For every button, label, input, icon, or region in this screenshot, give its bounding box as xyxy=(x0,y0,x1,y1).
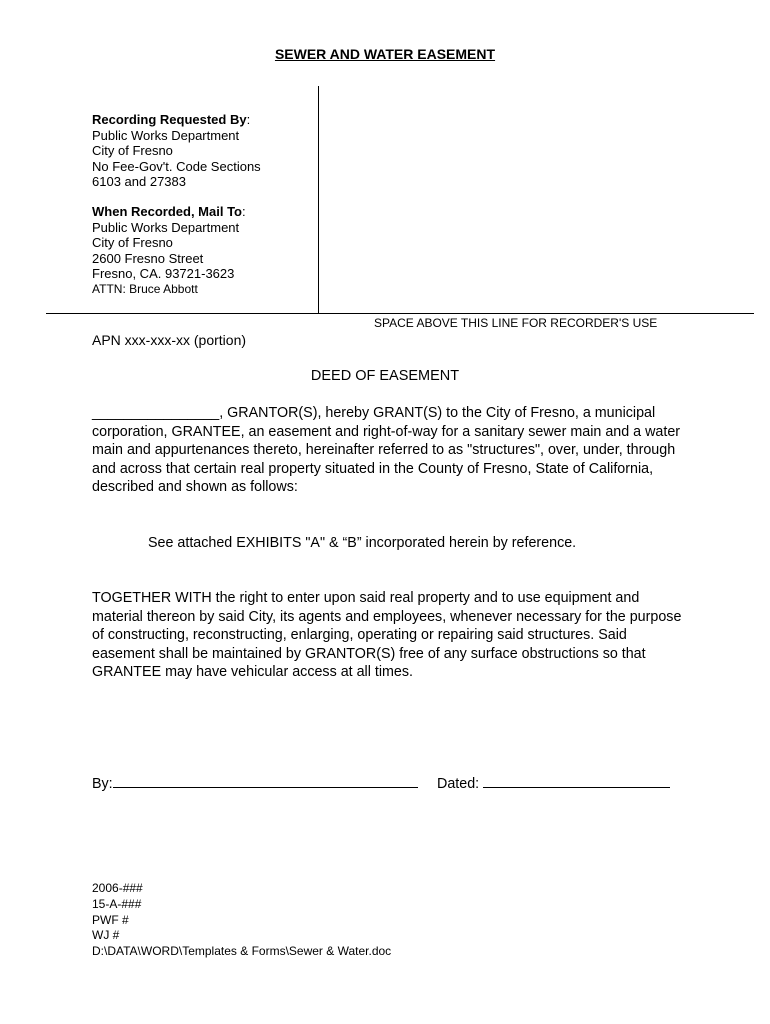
footer-line: PWF # xyxy=(92,912,129,927)
mail-to-label: When Recorded, Mail To xyxy=(92,204,242,219)
recorder-box-vertical-divider xyxy=(318,86,319,314)
recording-requested-line: 6103 and 27383 xyxy=(92,174,186,189)
recording-requested-line: City of Fresno xyxy=(92,143,173,158)
recording-requested-block: Recording Requested By: Public Works Department City of Fresno No Fee-Gov't. Code Sections 6103 and 27383 xyxy=(92,112,261,189)
deed-title: DEED OF EASEMENT xyxy=(310,368,460,384)
mail-to-line: City of Fresno xyxy=(92,235,173,250)
footer-line: WJ # xyxy=(92,928,120,943)
recording-requested-label: Recording Requested By xyxy=(92,112,247,127)
exhibits-reference: See attached EXHIBITS "A" & “B” incorporated herein by reference. xyxy=(148,535,577,551)
recorder-box-horizontal-divider xyxy=(46,313,754,314)
document-title: SEWER AND WATER EASEMENT xyxy=(274,46,496,62)
dated-line xyxy=(483,773,670,788)
recording-requested-line: Public Works Department xyxy=(92,127,240,143)
document-footer xyxy=(92,881,391,960)
recording-requested-line: No Fee-Gov't. Code Sections xyxy=(92,158,261,174)
mail-to-line: 2600 Fresno Street xyxy=(92,250,204,266)
mail-to-attn: ATTN: Bruce Abbott xyxy=(92,281,198,296)
dated-label: Dated: xyxy=(437,776,480,792)
recorder-use-note: SPACE ABOVE THIS LINE FOR RECORDER'S USE xyxy=(374,316,658,330)
grant-paragraph xyxy=(92,404,688,497)
by-label: By: xyxy=(92,776,113,792)
grantor-blank: ________________ xyxy=(92,405,220,421)
apn-number: APN xxx-xxx-xx (portion) xyxy=(92,332,247,348)
grant-paragraph-text: , GRANTOR(S), hereby GRANT(S) to the City of Fresno, a municipal corporation, GRANTEE, an easement and right-of-way for a sanitary sewer main and a water main and appurtenances thereto, hereinafter referred to as "structures", over, under, through and across that certain real property situated in the County of Fresno, State of California, described and shown as follows: xyxy=(92,405,681,496)
signature-dated xyxy=(437,773,670,792)
signature-by xyxy=(92,773,418,792)
together-paragraph: TOGETHER WITH the right to enter upon said real property and to use equipment and material thereon by said City, its agents and employees, whenever necessary for the purpose of constructing, reconstructing, enlarging, operating or repairing said structures. Said easement shall be maintained by GRANTOR(S) free of any surface obstructions so that GRANTEE may have vehicular access at all times. xyxy=(92,590,682,681)
by-signature-line xyxy=(113,773,418,788)
footer-file-path: D:\DATA\WORD\Templates & Forms\Sewer & Water.doc xyxy=(92,944,392,959)
mail-to-block: When Recorded, Mail To: Public Works Department City of Fresno 2600 Fresno Street Fresno, CA. 93721-3623 ATTN: Bruce Abbott xyxy=(92,204,246,296)
mail-to-line: Public Works Department xyxy=(92,219,240,235)
footer-line: 15-A-### xyxy=(92,896,142,911)
mail-to-line: Fresno, CA. 93721-3623 xyxy=(92,266,235,281)
footer-line: 2006-### xyxy=(92,881,143,895)
